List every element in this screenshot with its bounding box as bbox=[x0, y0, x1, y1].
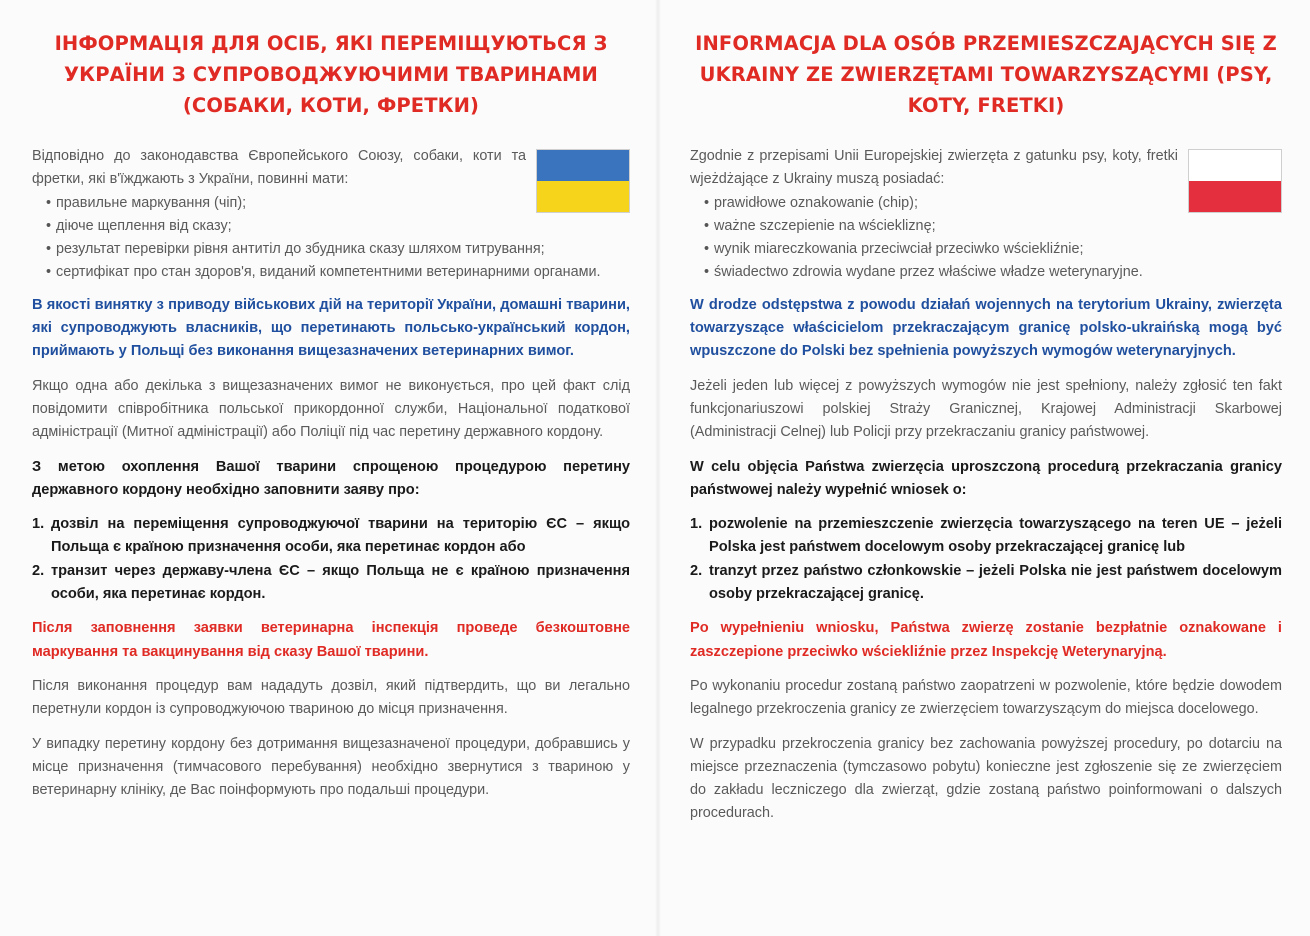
ukrainian-without-procedure-paragraph: У випадку перетину кордону без дотримання вищезазначеної процедури, добравшись у місце призначення (тимчасового перебування) необхідно звернутися з твариною у ветеринарну клініку, де Вас поінформують про подальші процедури. bbox=[32, 735, 630, 799]
polish-report-paragraph: Jeżeli jeden lub więcej z powyższych wymogów nie jest spełniony, należy zgłosić ten fakt funkcjonariuszowi polskiej Straży Granicznej, Krajowej Administracji Skarbowej (Administracji Celnej) lub Policji przy przekraczaniu granicy państwowej. bbox=[690, 377, 1282, 441]
polish-application-intro: W celu objęcia Państwa zwierzęcia uproszczoną procedurą przekraczania granicy państwowej należy wypełnić wniosek o: bbox=[690, 458, 1282, 498]
list-item: 1. дозвіл на переміщення супроводжуючої тварини на територію ЄС – якщо Польща є країною призначення особи, яка перетинає кордон або bbox=[32, 516, 630, 556]
ukrainian-title: ІНФОРМАЦІЯ ДЛЯ ОСІБ, ЯКІ ПЕРЕМІЩУЮТЬСЯ З УКРАЇНИ З СУПРОВОДЖУЮЧИМИ ТВАРИНАМИ (СОБАКИ, КОТИ, ФРЕТКИ) bbox=[54, 32, 608, 117]
ukrainian-intro: Відповідно до законодавства Європейського Союзу, собаки, коти та фретки, які в'їжджають з України, повинні мати: bbox=[32, 148, 526, 188]
ukrainian-column bbox=[32, 28, 630, 813]
polish-free-service-notice: Po wypełnieniu wniosku, Państwa zwierzę zostanie bezpłatnie oznakowane i zaszczepione przeciwko wściekliźnie przez Inspekcję Weterynaryjną. bbox=[690, 620, 1282, 660]
ukrainian-exception-notice: В якості винятку з приводу військових дій на території України, домашні тварини, які супроводжують власників, що перетинають польсько-український кордон, приймають у Польщі без виконання вищезазначених ветеринарних вимог. bbox=[32, 296, 630, 360]
polish-without-procedure-paragraph: W przypadku przekroczenia granicy bez zachowania powyższej procedury, po dotarciu na miejsce przeznaczenia (tymczasowo pobytu) konieczne jest zgłoszenie się ze zwierzęciem do zakładu leczniczego dla zwierząt, gdzie zostaną państwo poinformowani o dalszych procedurach. bbox=[690, 735, 1282, 822]
polish-exception-notice: W drodze odstępstwa z powodu działań wojennych na terytorium Ukrainy, zwierzęta towarzyszące właścicielom przekraczającym granicę polsko-ukraińską mogą być wpuszczone do Polski bez spełnienia powyższych wymogów weterynaryjnych. bbox=[690, 296, 1282, 360]
ukrainian-permit-paragraph: Після виконання процедур вам нададуть дозвіл, який підтвердить, що ви легально перетнули кордон із супроводжуючою твариною до місця призначення. bbox=[32, 677, 630, 718]
ukrainian-application-options bbox=[32, 513, 630, 606]
polish-permit-paragraph: Po wykonaniu procedur zostaną państwo zaopatrzeni w pozwolenie, które będzie dowodem legalnego przekroczenia granicy ze zwierzęciem towarzyszącym do miejsca docelowego. bbox=[690, 677, 1282, 718]
polish-intro: Zgodnie z przepisami Unii Europejskiej zwierzęta z gatunku psy, koty, fretki wjeżdżające z Ukrainy muszą posiadać: bbox=[690, 148, 1178, 188]
ukrainian-free-service-notice: Після заповнення заявки ветеринарна інспекція проведе безкоштовне маркування та вакцинування від сказу Вашої тварини. bbox=[32, 620, 630, 660]
list-item: 2. tranzyt przez państwo członkowskie – jeżeli Polska nie jest państwem docelowym osoby przekraczającej granicę. bbox=[690, 562, 1282, 603]
list-item: • сертифікат про стан здоров'я, виданий компетентними ветеринарними органами. bbox=[32, 261, 630, 284]
list-item: • ważne szczepienie na wściekliznę; bbox=[690, 215, 1282, 238]
ukrainian-report-paragraph: Якщо одна або декілька з вищезазначених вимог не виконується, про цей факт слід повідомити співробітника польської прикордонної служби, Національної податкової адміністрації (Митної адміністрації) або Поліції під час перетину державного кордону. bbox=[32, 377, 630, 441]
list-item: • prawidłowe oznakowanie (chip); bbox=[690, 192, 1282, 215]
ukrainian-application-intro: З метою охоплення Вашої тварини спрощеною процедурою перетину державного кордону необхідно заповнити заяву про: bbox=[32, 458, 630, 498]
polish-column bbox=[690, 28, 1282, 837]
list-item: 2. транзит через державу-члена ЄС – якщо Польща не є країною призначення особи, яка перетинає кордон. bbox=[32, 562, 630, 603]
ukraine-flag-icon bbox=[536, 149, 630, 213]
list-item: 1. pozwolenie na przemieszczenie zwierzęcia towarzyszącego na teren UE – jeżeli Polska jest państwem docelowym osoby przekraczającej granicę lub bbox=[690, 516, 1282, 556]
poland-flag-icon bbox=[1188, 149, 1282, 213]
list-item: • правильне маркування (чіп); bbox=[32, 192, 630, 215]
list-item: • результат перевірки рівня антитіл до збудника сказу шляхом титрування; bbox=[32, 238, 630, 261]
polish-title: INFORMACJA DLA OSÓB PRZEMIESZCZAJĄCYCH SIĘ Z UKRAINY ZE ZWIERZĘTAMI TOWARZYSZĄCYMI (PSY, KOTY, FRETKI) bbox=[695, 32, 1277, 117]
polish-application-options bbox=[690, 513, 1282, 606]
page-fold bbox=[655, 0, 661, 936]
list-item: • świadectwo zdrowia wydane przez właściwe władze weterynaryjne. bbox=[690, 261, 1282, 284]
list-item: • діюче щеплення від сказу; bbox=[32, 215, 630, 238]
list-item: • wynik miareczkowania przeciwciał przeciwko wściekliźnie; bbox=[690, 238, 1282, 261]
